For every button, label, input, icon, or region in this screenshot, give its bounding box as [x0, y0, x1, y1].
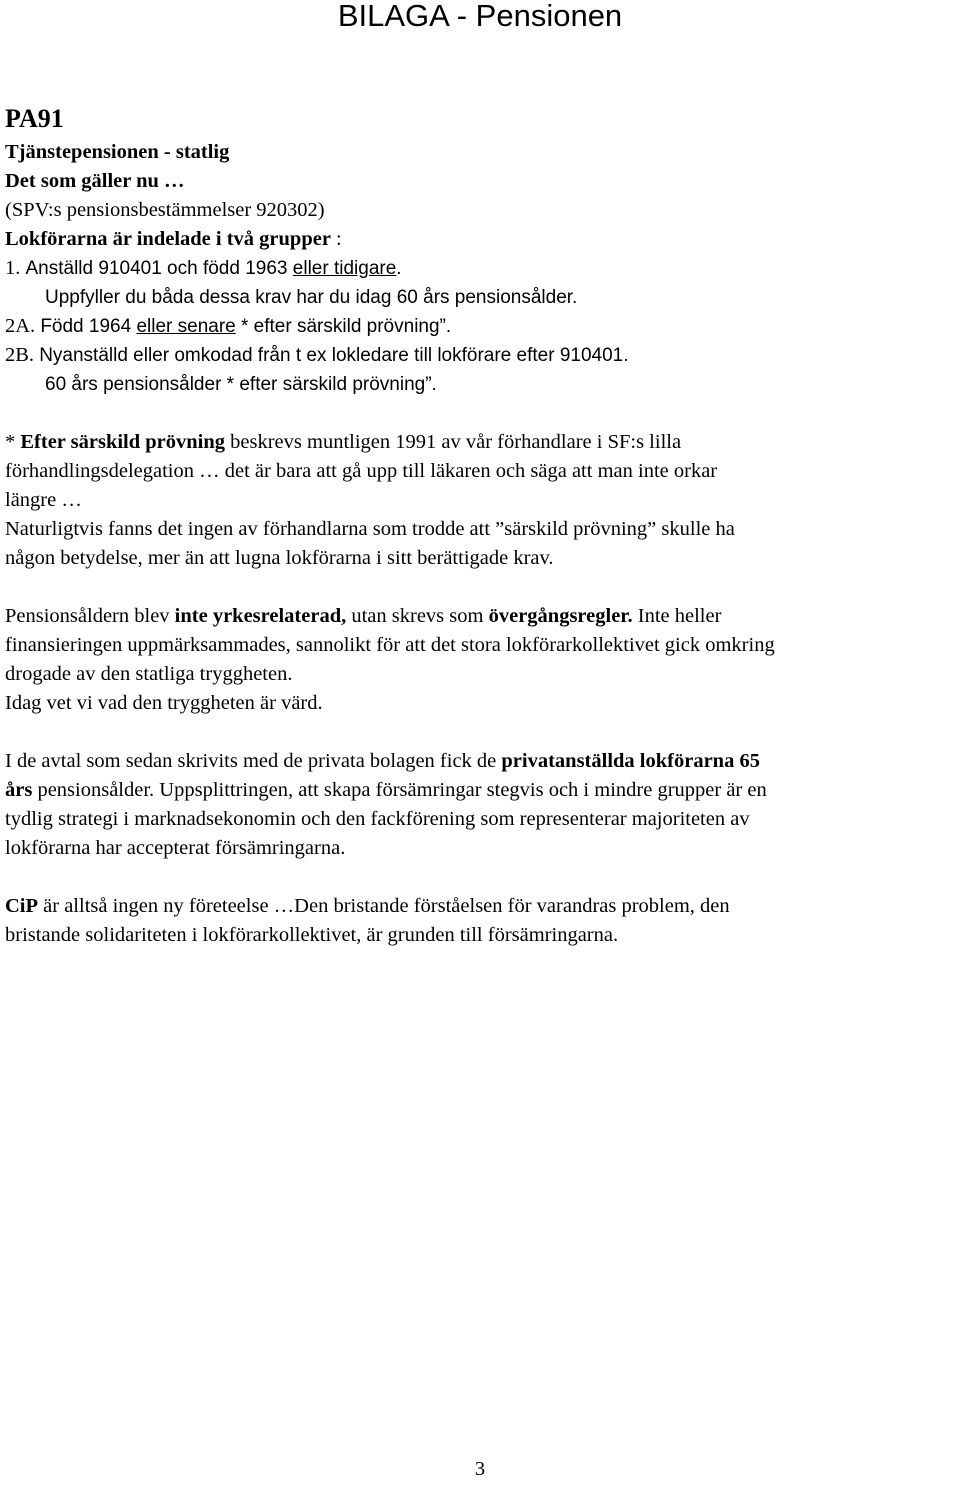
footnote-line-2: förhandlingsdelegation … det är bara att gå upp till läkaren och säga att man inte orkar [5, 460, 718, 482]
private-paragraph-line-4: lokförarna har accepterat försämringarna. [5, 837, 346, 859]
private-text: I de avtal som sedan skrivits med de privata bolagen fick de [5, 750, 502, 772]
page-title: BILAGA - Pensionen [337, 0, 623, 33]
cip-paragraph-line-1 [5, 892, 955, 921]
spacer [5, 863, 955, 892]
footnote-line-1 [5, 428, 955, 457]
footnote-line-3: längre … [5, 489, 82, 511]
list-text-end: * efter särskild prövning”. [235, 316, 452, 337]
document-body [5, 100, 955, 950]
private-bold: privatanställda lokförarna 65 [501, 750, 760, 772]
cip-paragraph-line-2: bristande solidariteten i lokförarkollektivet, är grunden till försämringarna. [5, 924, 619, 946]
underlined-text: eller senare [136, 316, 236, 337]
spacer [5, 718, 955, 747]
footnote-bold-phrase: Efter särskild prövning [20, 431, 226, 453]
current-rules-label: Det som gäller nu … [5, 170, 185, 192]
list-number: 1. [5, 257, 21, 279]
cip-text: är alltså ingen ny företeelse …Den bristande förståelsen för varandras problem, den [38, 895, 730, 917]
groups-intro [5, 225, 955, 254]
section-subheading: Tjänstepensionen - statlig [5, 141, 230, 163]
section-heading: PA91 [5, 104, 64, 133]
private-paragraph-line-1 [5, 747, 955, 776]
footnote-text: beskrevs muntligen 1991 av vår förhandlare i SF:s lilla [225, 431, 682, 453]
underlined-text: eller tidigare [292, 258, 397, 279]
list-item-2b-continuation: 60 års pensionsålder * efter särskild prövning”. [45, 374, 437, 395]
groups-intro-text: Lokförarna är indelade i två grupper [5, 228, 331, 250]
page-number: 3 [474, 1458, 486, 1480]
footnote-star: * [5, 431, 21, 453]
list-text: Född 1964 [40, 316, 137, 337]
footnote-line-5: någon betydelse, mer än att lugna lokförarna i sitt berättigade krav. [5, 547, 554, 569]
private-paragraph-line-3: tydlig strategi i marknadsekonomin och den fackförening som representerar majoriteten av [5, 808, 750, 830]
list-item-2a [5, 312, 955, 341]
private-paragraph-line-2 [5, 776, 955, 805]
groups-intro-colon: : [330, 228, 342, 250]
cip-bold: CiP [5, 895, 39, 917]
source-reference: (SPV:s pensionsbestämmelser 920302) [5, 199, 325, 221]
pension-text: Inte heller [632, 605, 722, 627]
list-text-end: . [396, 258, 402, 279]
list-item-2b [5, 341, 955, 370]
pension-bold: inte yrkesrelaterad, [174, 605, 347, 627]
private-text: pensionsålder. Uppsplittringen, att skapa försämringar stegvis och i mindre grupper är en [32, 779, 767, 801]
pension-bold: övergångsregler. [488, 605, 633, 627]
list-number: 2B. [5, 344, 35, 366]
list-text: Anställd 910401 och född 1963 [25, 258, 293, 279]
footnote-line-4: Naturligtvis fanns det ingen av förhandlarna som trodde att ”särskild prövning” skulle ha [5, 518, 735, 540]
pension-text: utan skrevs som [346, 605, 489, 627]
list-number: 2A. [5, 315, 36, 337]
list-item-1-continuation: Uppfyller du båda dessa krav har du idag 60 års pensionsålder. [45, 287, 578, 308]
pension-paragraph-line-3: drogade av den statliga tryggheten. [5, 663, 293, 685]
list-item-1 [5, 254, 955, 283]
pension-paragraph-line-1 [5, 602, 955, 631]
private-bold: års [5, 779, 33, 801]
pension-paragraph-line-4: Idag vet vi vad den tryggheten är värd. [5, 692, 323, 714]
spacer [5, 573, 955, 602]
list-text: Nyanställd eller omkodad från t ex lokledare till lokförare efter 910401. [39, 345, 629, 366]
spacer [5, 399, 955, 428]
pension-text: Pensionsåldern blev [5, 605, 175, 627]
pension-paragraph-line-2: finansieringen uppmärksammades, sannolikt för att det stora lokförarkollektivet gick omkring [5, 634, 775, 656]
